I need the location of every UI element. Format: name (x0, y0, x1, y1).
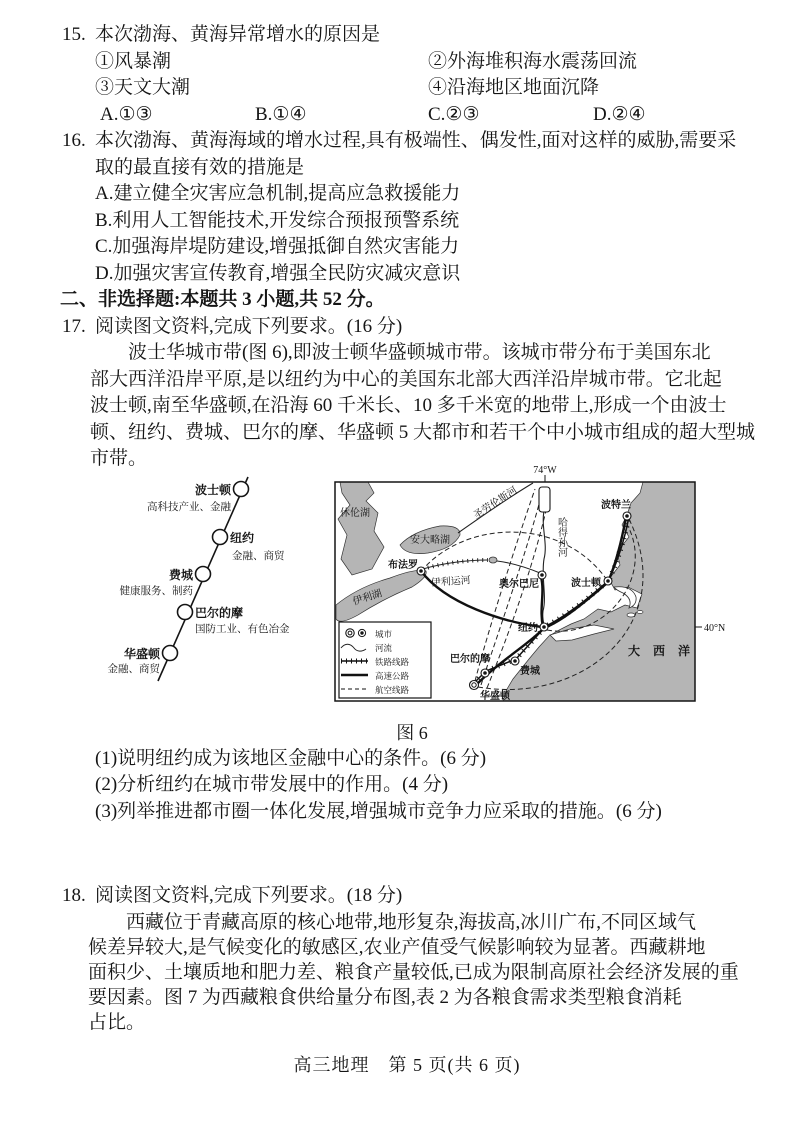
q16-option-a: A.建立健全灾害应急机制,提高应急救援能力 (95, 183, 461, 204)
chain-label-boston: 波士顿 (194, 482, 231, 497)
canal-pond (489, 557, 497, 563)
q15-item-4: ④沿海地区地面沉降 (428, 77, 600, 98)
question-15-items-row-2 (95, 75, 755, 102)
q17-intro-line-1: 波士华城市带(图 6),即波士顿华盛顿城市带。该城市带分布于美国东北 (128, 342, 711, 363)
q18-intro-line-2: 候差异较大,是气候变化的敏感区,农业产值受气候影响较为显著。西藏耕地 (88, 936, 706, 958)
map-label-boston: 波士顿 (571, 577, 601, 589)
section-2-heading: 二、非选择题:本题共 3 小题,共 52 分。 (60, 289, 385, 310)
map-label-baltimore: 巴尔的摩 (450, 653, 490, 665)
chain-industries-washington: 金融、商贸 (107, 663, 160, 675)
lake-huron-area (338, 482, 384, 575)
city-marker-philadelphia (511, 657, 519, 665)
chain-node-philadelphia (196, 566, 211, 581)
q17-intro-line-4: 顿、纽约、费城、巴尔的摩、华盛顿 5 大都市和若干个中小城市组成的超大型城 (90, 421, 756, 443)
legend-river-label: 河流 (375, 642, 393, 653)
question-15-options (62, 102, 755, 129)
region-map (328, 459, 728, 709)
city-marker-buffalo (417, 567, 425, 575)
chain-label-baltimore: 巴尔的摩 (195, 605, 244, 620)
q15-option-c: C.②③ (428, 103, 480, 125)
map-label-philadelphia: 费城 (520, 665, 540, 677)
map-label-albany: 奥尔巴尼 (499, 578, 539, 590)
chain-industries-boston: 高科技产业、金融 (147, 501, 231, 513)
figure-6-caption: 图 6 (396, 722, 428, 743)
erie-canal-ticks (423, 560, 488, 569)
legend-highway-label: 高速公路 (375, 670, 410, 681)
question-16-number: 16. (62, 130, 86, 151)
meridian-label: 74°W (533, 464, 557, 476)
q15-item-3: ③天文大潮 (95, 77, 191, 98)
q17-intro-line-3: 波士顿,南至华盛顿,在沿海 60 千米长、10 多千米宽的地带上,形成一个由波士 (90, 395, 727, 416)
q18-intro-line-1: 西藏位于青藏高原的核心地带,地形复杂,海拔高,冰川广布,不同区域气 (126, 911, 697, 933)
chain-industries-baltimore: 国防工业、有色冶金 (195, 623, 290, 635)
lake-champlain-symbol (539, 487, 550, 512)
legend-city-symbol-inner (360, 631, 363, 634)
question-16-stem-1: 本次渤海、黄海海域的增水过程,具有极端性、偶发性,面对这样的威胁,需要采 (95, 130, 737, 151)
figure-6 (62, 464, 755, 721)
question-15-number: 15. (62, 24, 86, 45)
city-chain-diagram (96, 461, 346, 696)
city-marker-newyork (540, 623, 548, 631)
question-17-lead: 阅读图文资料,完成下列要求。(16 分) (95, 315, 403, 337)
hudson-river-label: 哈得孙河 (555, 516, 567, 557)
lake-huron-label: 休伦湖 (340, 507, 370, 519)
question-18-number: 18. (62, 885, 86, 906)
chain-node-baltimore (178, 604, 193, 619)
question-17-lead-line (62, 314, 755, 341)
q15-option-a: A.①③ (100, 103, 153, 125)
legend-city-label: 城市 (375, 628, 393, 639)
legend-air-label: 航空线路 (375, 684, 410, 695)
city-marker-albany (538, 571, 546, 579)
chain-node-newyork (213, 529, 228, 544)
island-1 (627, 613, 635, 617)
chain-industries-newyork: 金融、商贸 (232, 550, 285, 562)
map-legend (339, 622, 431, 698)
erie-canal-label: 伊利运河 (430, 574, 472, 589)
q17-subquestion-2: (2)分析纽约在城市带发展中的作用。(4 分) (95, 774, 449, 795)
lake-ontario-label: 安大略湖 (410, 534, 450, 546)
question-18-lead: 阅读图文资料,完成下列要求。(18 分) (95, 885, 403, 906)
question-16-stem-line-1 (62, 128, 755, 155)
atlantic-ocean-label: 大 西 洋 (628, 643, 696, 658)
canal-to-albany-line (497, 561, 540, 573)
map-label-newyork: 纽约 (518, 622, 538, 634)
map-label-buffalo: 布法罗 (388, 559, 418, 571)
q17-intro-line-2: 部大西洋沿岸平原,是以纽约为中心的美国东北部大西洋沿岸城市带。它北起 (90, 368, 722, 390)
map-label-washington: 华盛顿 (480, 690, 510, 702)
lake-erie-label: 伊利湖 (351, 587, 384, 608)
q18-intro-line-5: 占比。 (88, 1012, 146, 1034)
page-footer: 高三地理 第 5 页(共 6 页) (293, 1055, 521, 1076)
q17-subquestion-3: (3)列举推进都市圈一体化发展,增强城市竞争力应采取的措施。(6 分) (95, 800, 662, 822)
q15-item-2: ②外海堆积海水震荡回流 (428, 50, 638, 72)
q17-subquestion-1: (1)说明纽约成为该地区金融中心的条件。(6 分) (95, 747, 487, 769)
question-18-lead-line (62, 883, 755, 910)
q17-intro-line-5: 市带。 (90, 448, 148, 469)
q15-option-d: D.②④ (593, 103, 646, 125)
parallel-label: 40°N (704, 622, 726, 634)
question-16-stem-line-2: 取的最直接有效的措施是 (95, 156, 305, 178)
map-label-portland: 波特兰 (601, 499, 631, 511)
question-15-items-row-1 (95, 49, 755, 76)
q18-intro-line-4: 要因素。图 7 为西藏粮食供给量分布图,表 2 为各粮食需求类型粮食消耗 (88, 987, 682, 1009)
question-17-number: 17. (62, 315, 86, 337)
q16-option-b: B.利用人工智能技术,开发综合预报预警系统 (95, 209, 460, 231)
city-marker-boston (604, 577, 612, 585)
city-marker-washington-capital (470, 680, 479, 689)
question-15-stem: 本次渤海、黄海异常增水的原因是 (95, 24, 381, 45)
chain-node-boston (234, 481, 249, 496)
island-2 (637, 610, 643, 613)
st-lawrence-river-label: 圣劳伦斯河 (471, 484, 520, 522)
city-marker-baltimore (481, 669, 489, 677)
chain-industries-philadelphia: 健康服务、制药 (119, 585, 193, 597)
legend-railway-label: 铁路线路 (375, 656, 410, 667)
chain-label-washington: 华盛顿 (123, 646, 160, 661)
chain-label-newyork: 纽约 (230, 530, 255, 545)
q16-option-c: C.加强海岸堤防建设,增强抵御自然灾害能力 (95, 236, 460, 257)
q18-intro-line-3: 面积少、土壤质地和肥力差、粮食产量较低,已成为限制高原社会经济发展的重 (88, 961, 739, 983)
city-marker-portland (623, 512, 631, 520)
hudson-river-line (543, 511, 546, 626)
chain-label-philadelphia: 费城 (168, 567, 193, 582)
q15-option-b: B.①④ (255, 103, 307, 125)
q15-item-1: ①风暴潮 (95, 50, 172, 72)
q16-option-d: D.加强灾害宣传教育,增强全民防灾减灾意识 (95, 262, 461, 284)
chain-node-washington (163, 645, 178, 660)
question-15-stem-line (62, 22, 755, 49)
